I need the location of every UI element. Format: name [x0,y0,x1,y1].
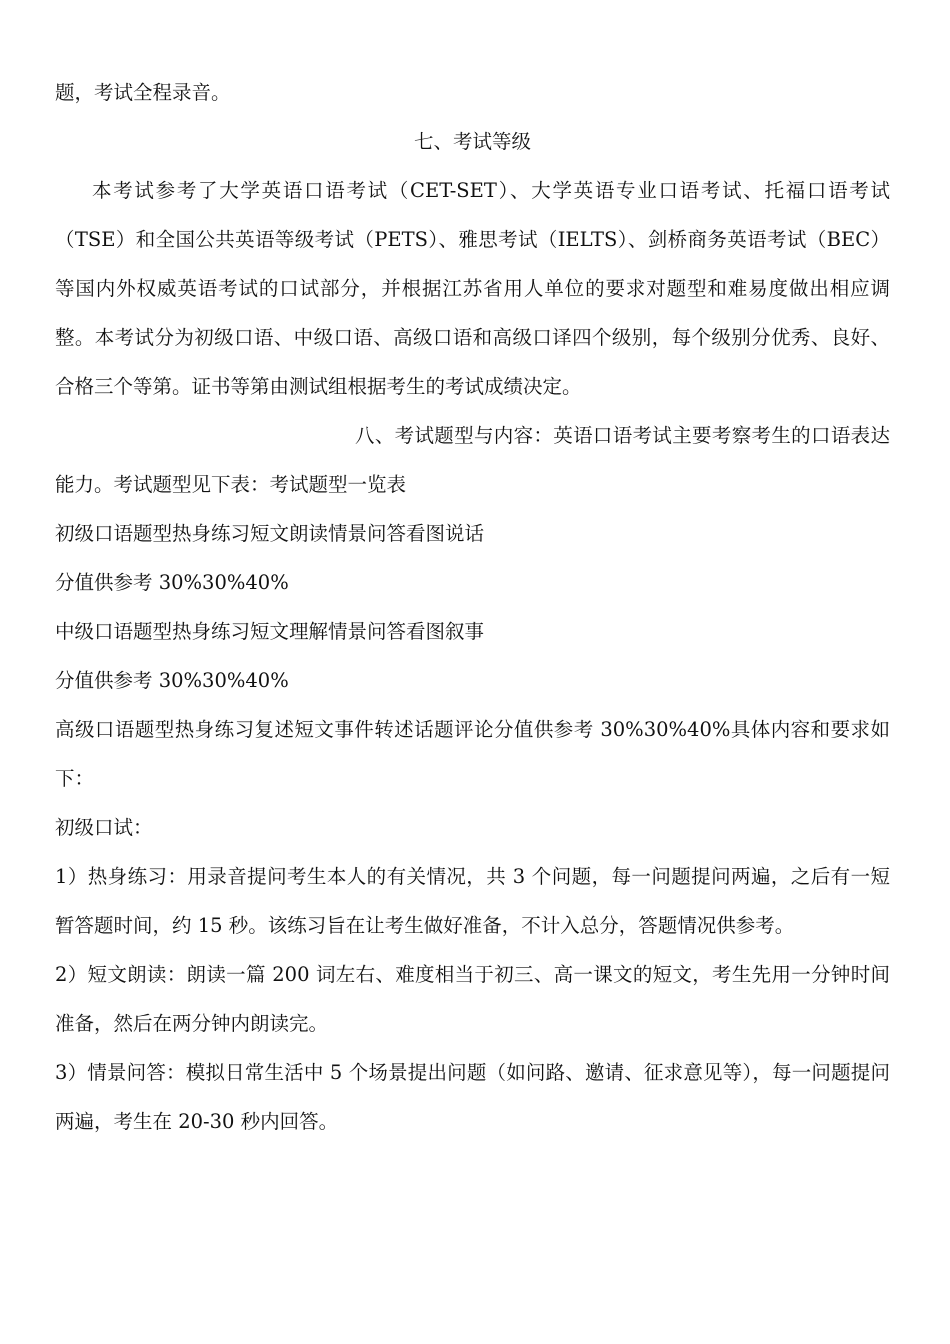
section-7-paragraph: 本考试参考了大学英语口语考试（CET-SET）、大学英语专业口语考试、托福口语考试（TSE）和全国公共英语等级考试（PETS）、雅思考试（IELTS）、剑桥商务英语考试（BEC）等国内外权威英语考试的口试部分，并根据江苏省用人单位的要求对题型和难易度做出相应调整。本考试分为初级口语、中级口语、高级口语和高级口译四个级别，每个级别分优秀、良好、合格三个等第。证书等第由测试组根据考生的考试成绩决定。 [55,179,890,398]
primary-exam-heading: 初级口试： [55,816,153,839]
document-body [55,68,890,1146]
intro-tail-text: 题，考试全程录音。 [55,81,231,104]
intermediate-question-types: 中级口语题型热身练习短文理解情景问答看图叙事 [55,620,485,643]
primary-score-weights: 分值供参考 30%30%40% [55,571,289,594]
primary-item-3: 3）情景问答：模拟日常生活中 5 个场景提出问题（如问路、邀请、征求意见等），每一问题提问两遍，考生在 20-30 秒内回答。 [55,1061,890,1133]
primary-item-2: 2）短文朗读：朗读一篇 200 词左右、难度相当于初三、高一课文的短文，考生先用一分钟时间准备，然后在两分钟内朗读完。 [55,963,890,1035]
intermediate-score-weights: 分值供参考 30%30%40% [55,669,289,692]
primary-item-1: 1）热身练习：用录音提问考生本人的有关情况，共 3 个问题，每一问题提问两遍，之后有一短暂答题时间，约 15 秒。该练习旨在让考生做好准备，不计入总分，答题情况供参考。 [55,865,890,937]
advanced-question-types-and-scores: 高级口语题型热身练习复述短文事件转述话题评论分值供参考 30%30%40%具体内容和要求如下： [55,718,890,790]
section-8-heading-paragraph: 八、考试题型与内容：英语口语考试主要考察考生的口语表达能力。考试题型见下表：考试题型一览表 [55,424,890,496]
primary-question-types: 初级口语题型热身练习短文朗读情景问答看图说话 [55,522,485,545]
section-7-heading: 七、考试等级 [413,130,531,153]
